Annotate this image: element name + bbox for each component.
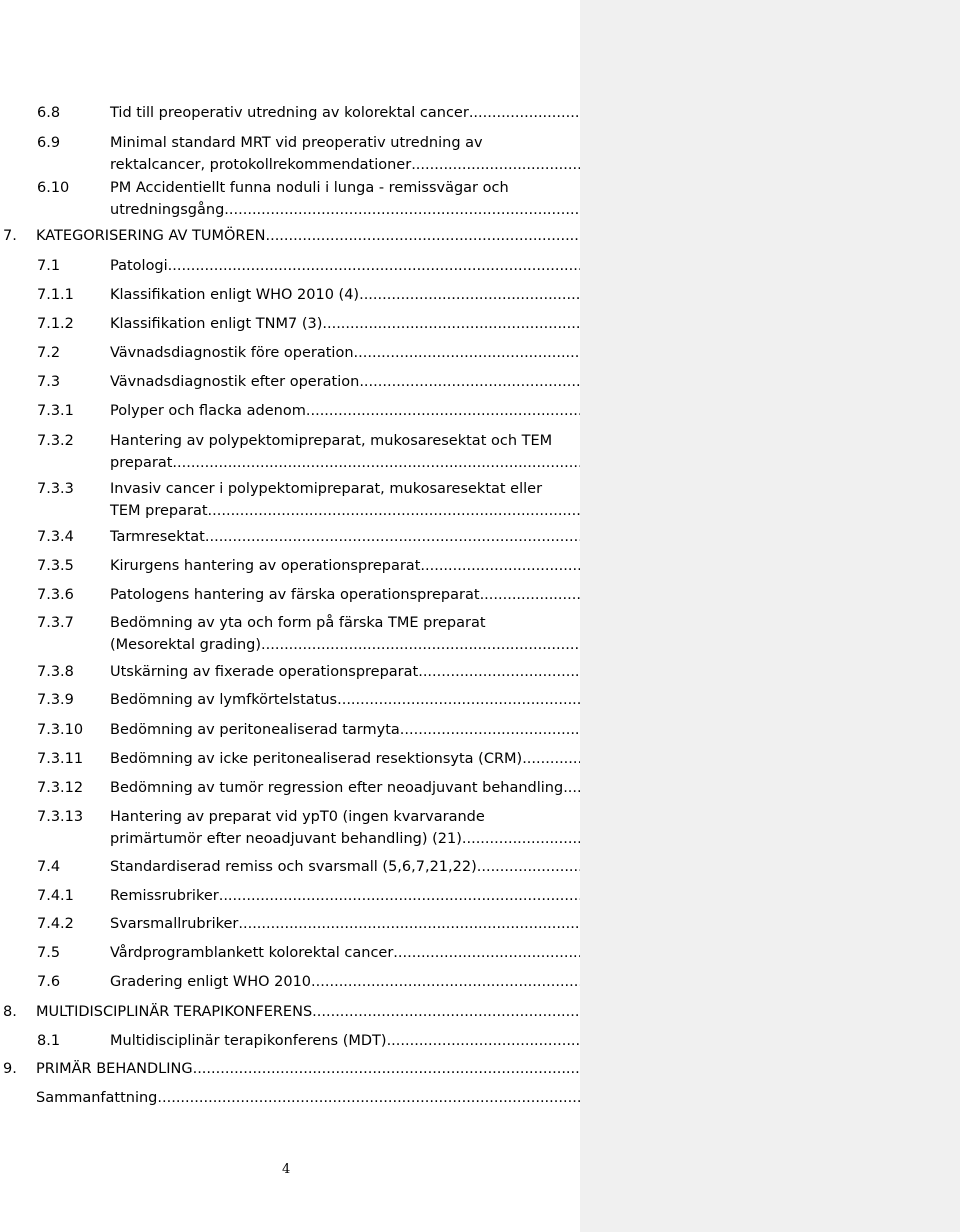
toc-entry-title: TEM preparat <box>110 503 208 519</box>
toc-entry-title: Klassifikation enligt WHO 2010 (4) <box>110 287 360 303</box>
toc-entry-number: 7. <box>3 228 17 244</box>
toc-entry-number: 7.5 <box>37 945 61 961</box>
toc-entry-number: 7.3.2 <box>37 433 74 449</box>
toc-entry-number: 9. <box>3 1061 17 1077</box>
toc-entry[interactable] <box>37 102 621 124</box>
toc-entry-number: 8.1 <box>37 1033 61 1049</box>
toc-entry-title: rektalcancer, protokollrekommendationer <box>110 157 412 173</box>
toc-entry-number: 7.3.12 <box>37 780 84 796</box>
dot-leader <box>354 342 602 364</box>
toc-entry-number: 7.4 <box>37 859 61 875</box>
toc-entry-title: Bedömning av tumör regression efter neoadjuvant behandling <box>110 780 564 796</box>
dot-leader <box>418 661 601 683</box>
toc-entry[interactable] <box>37 177 621 221</box>
toc-entry[interactable] <box>37 342 621 364</box>
toc-entry[interactable] <box>37 478 621 522</box>
toc-entry[interactable] <box>37 284 621 306</box>
viewer-margin <box>580 0 960 1232</box>
toc-entry[interactable] <box>37 255 621 277</box>
toc-entry[interactable] <box>37 612 621 656</box>
dot-leader <box>312 1001 601 1023</box>
dot-leader <box>400 719 602 741</box>
toc-entry[interactable] <box>37 313 621 335</box>
toc-entry-number: 7.2 <box>37 345 61 361</box>
page-number: 4 <box>282 1162 291 1177</box>
toc-entry-title: Utskärning av fixerade operationspreparat <box>110 664 419 680</box>
toc-entry-title: Kirurgens hantering av operationspreparat <box>110 558 421 574</box>
toc-entry-number: 7.3.3 <box>37 481 74 497</box>
toc-entry-title: KATEGORISERING AV TUMÖREN <box>36 228 266 244</box>
toc-entry-title-line: Invasiv cancer i polypektomipreparat, mukosaresektat eller <box>110 481 543 497</box>
toc-entry[interactable] <box>37 661 621 683</box>
dot-leader <box>387 1030 602 1052</box>
dot-leader <box>311 971 602 993</box>
toc-entry-title: Bedömning av lymfkörtelstatus <box>110 692 338 708</box>
toc-entry-title: primärtumör efter neoadjuvant behandling) (21) <box>110 831 462 847</box>
toc-entry-title: Vävnadsdiagnostik före operation <box>110 345 354 361</box>
toc-entry-title: Patologens hantering av färska operationspreparat <box>110 587 480 603</box>
toc-entry-number: 8. <box>3 1004 17 1020</box>
toc-entry-number: 7.6 <box>37 974 61 990</box>
dot-leader <box>306 400 602 422</box>
toc-entry-title: Bedömning av peritonealiserad tarmyta <box>110 722 400 738</box>
dot-leader <box>359 284 601 306</box>
toc-entry-title-line: PM Accidentiellt funna noduli i lunga - remissvägar och <box>110 180 509 196</box>
toc-entry[interactable] <box>37 371 621 393</box>
toc-entry-title: PRIMÄR BEHANDLING <box>36 1061 193 1077</box>
toc-entry-title: Gradering enligt WHO 2010 <box>110 974 312 990</box>
toc-entry-title: Bedömning av icke peritonealiserad resektionsyta (CRM) <box>110 751 523 767</box>
dot-leader <box>322 313 601 335</box>
dot-leader <box>393 942 601 964</box>
toc-entry[interactable] <box>37 856 621 878</box>
toc-entry-number: 6.8 <box>37 105 61 121</box>
toc-entry[interactable] <box>37 748 621 770</box>
toc-entry-number: 7.3.13 <box>37 809 84 825</box>
toc-entry-title: (Mesorektal grading) <box>110 637 262 653</box>
toc-entry[interactable] <box>37 584 621 606</box>
dot-leader <box>411 154 601 176</box>
dot-leader <box>265 225 601 247</box>
toc-entry-number: 7.3.4 <box>37 529 74 545</box>
toc-entry-title: Patologi <box>110 258 168 274</box>
toc-entry-number: 7.3.5 <box>37 558 74 574</box>
toc-entry[interactable] <box>37 719 621 741</box>
toc-entry[interactable] <box>37 913 621 935</box>
toc-entry-title: Klassifikation enligt TNM7 (3) <box>110 316 323 332</box>
toc-entry[interactable] <box>37 689 621 711</box>
toc-entry-number: 7.1 <box>37 258 61 274</box>
toc-entry-title: Standardiserad remiss och svarsmall (5,6,7,21,22) <box>110 859 477 875</box>
toc-entry-title-line: Hantering av preparat vid ypT0 (ingen kvarvarande <box>110 809 485 825</box>
toc-entry-number: 7.3.10 <box>37 722 84 738</box>
toc-entry-title: Remissrubriker <box>110 888 219 904</box>
toc-entry[interactable] <box>37 971 621 993</box>
toc-entry-title: Sammanfattning <box>36 1090 158 1106</box>
toc-entry[interactable] <box>37 555 621 577</box>
dot-leader <box>157 1087 601 1109</box>
dot-leader <box>359 371 601 393</box>
toc-entry-title-line: Minimal standard MRT vid preoperativ utredning av <box>110 135 483 151</box>
toc-entry[interactable] <box>37 1087 621 1109</box>
toc-entry[interactable] <box>3 225 621 247</box>
toc-entry[interactable] <box>37 885 621 907</box>
toc-entry-title: MULTIDISCIPLINÄR TERAPIKONFERENS <box>36 1004 313 1020</box>
toc-entry-title: Svarsmallrubriker <box>110 916 239 932</box>
toc-entry-number: 7.3.8 <box>37 664 74 680</box>
toc-entry-title: preparat <box>110 455 173 471</box>
toc-entry-number: 7.1.1 <box>37 287 74 303</box>
toc-entry[interactable] <box>3 1058 621 1080</box>
toc-entry-title-line: Hantering av polypektomipreparat, mukosaresektat och TEM <box>110 433 553 449</box>
toc-entry[interactable] <box>37 526 621 548</box>
toc-entry[interactable] <box>37 132 621 176</box>
dot-leader <box>224 199 601 221</box>
toc-entry[interactable] <box>37 806 621 850</box>
dot-leader <box>168 255 602 277</box>
toc-entry-number: 6.9 <box>37 135 61 151</box>
dot-leader <box>208 500 602 522</box>
toc-entry-number: 6.10 <box>37 180 70 196</box>
toc-entry-title: Vävnadsdiagnostik efter operation <box>110 374 360 390</box>
toc-entry-number: 7.3.9 <box>37 692 74 708</box>
dot-leader <box>219 885 602 907</box>
toc-entry-number: 7.1.2 <box>37 316 74 332</box>
dot-leader <box>172 452 601 474</box>
toc-entry[interactable] <box>3 1001 621 1023</box>
dot-leader <box>420 555 601 577</box>
toc-entry-number: 7.4.2 <box>37 916 74 932</box>
toc-entry[interactable] <box>37 400 621 422</box>
toc-entry-number: 7.3 <box>37 374 61 390</box>
toc-entry-number: 7.3.1 <box>37 403 74 419</box>
toc-entry-title: utredningsgång <box>110 202 225 218</box>
toc-entry-title: Tarmresektat <box>110 529 205 545</box>
toc-entry[interactable] <box>37 1030 621 1052</box>
toc-entry-number: 7.4.1 <box>37 888 74 904</box>
toc-entry-title: Tid till preoperativ utredning av kolorektal cancer <box>110 105 469 121</box>
dot-leader <box>205 526 602 548</box>
toc-entry-title: Multidisciplinär terapikonferens (MDT) <box>110 1033 387 1049</box>
dot-leader <box>261 634 602 656</box>
dot-leader <box>337 689 601 711</box>
toc-entry[interactable] <box>37 777 621 799</box>
toc-entry-number: 7.3.11 <box>37 751 84 767</box>
toc-entry-title: Polyper och flacka adenom <box>110 403 306 419</box>
toc-entry-number: 7.3.6 <box>37 587 74 603</box>
dot-leader <box>193 1058 602 1080</box>
toc-entry-number: 7.3.7 <box>37 615 74 631</box>
toc-entry-title: Vårdprogramblankett kolorektal cancer <box>110 945 394 961</box>
dot-leader <box>238 913 601 935</box>
toc-entry[interactable] <box>37 430 621 474</box>
toc-entry[interactable] <box>37 942 621 964</box>
toc-entry-title-line: Bedömning av yta och form på färska TME preparat <box>110 615 486 631</box>
